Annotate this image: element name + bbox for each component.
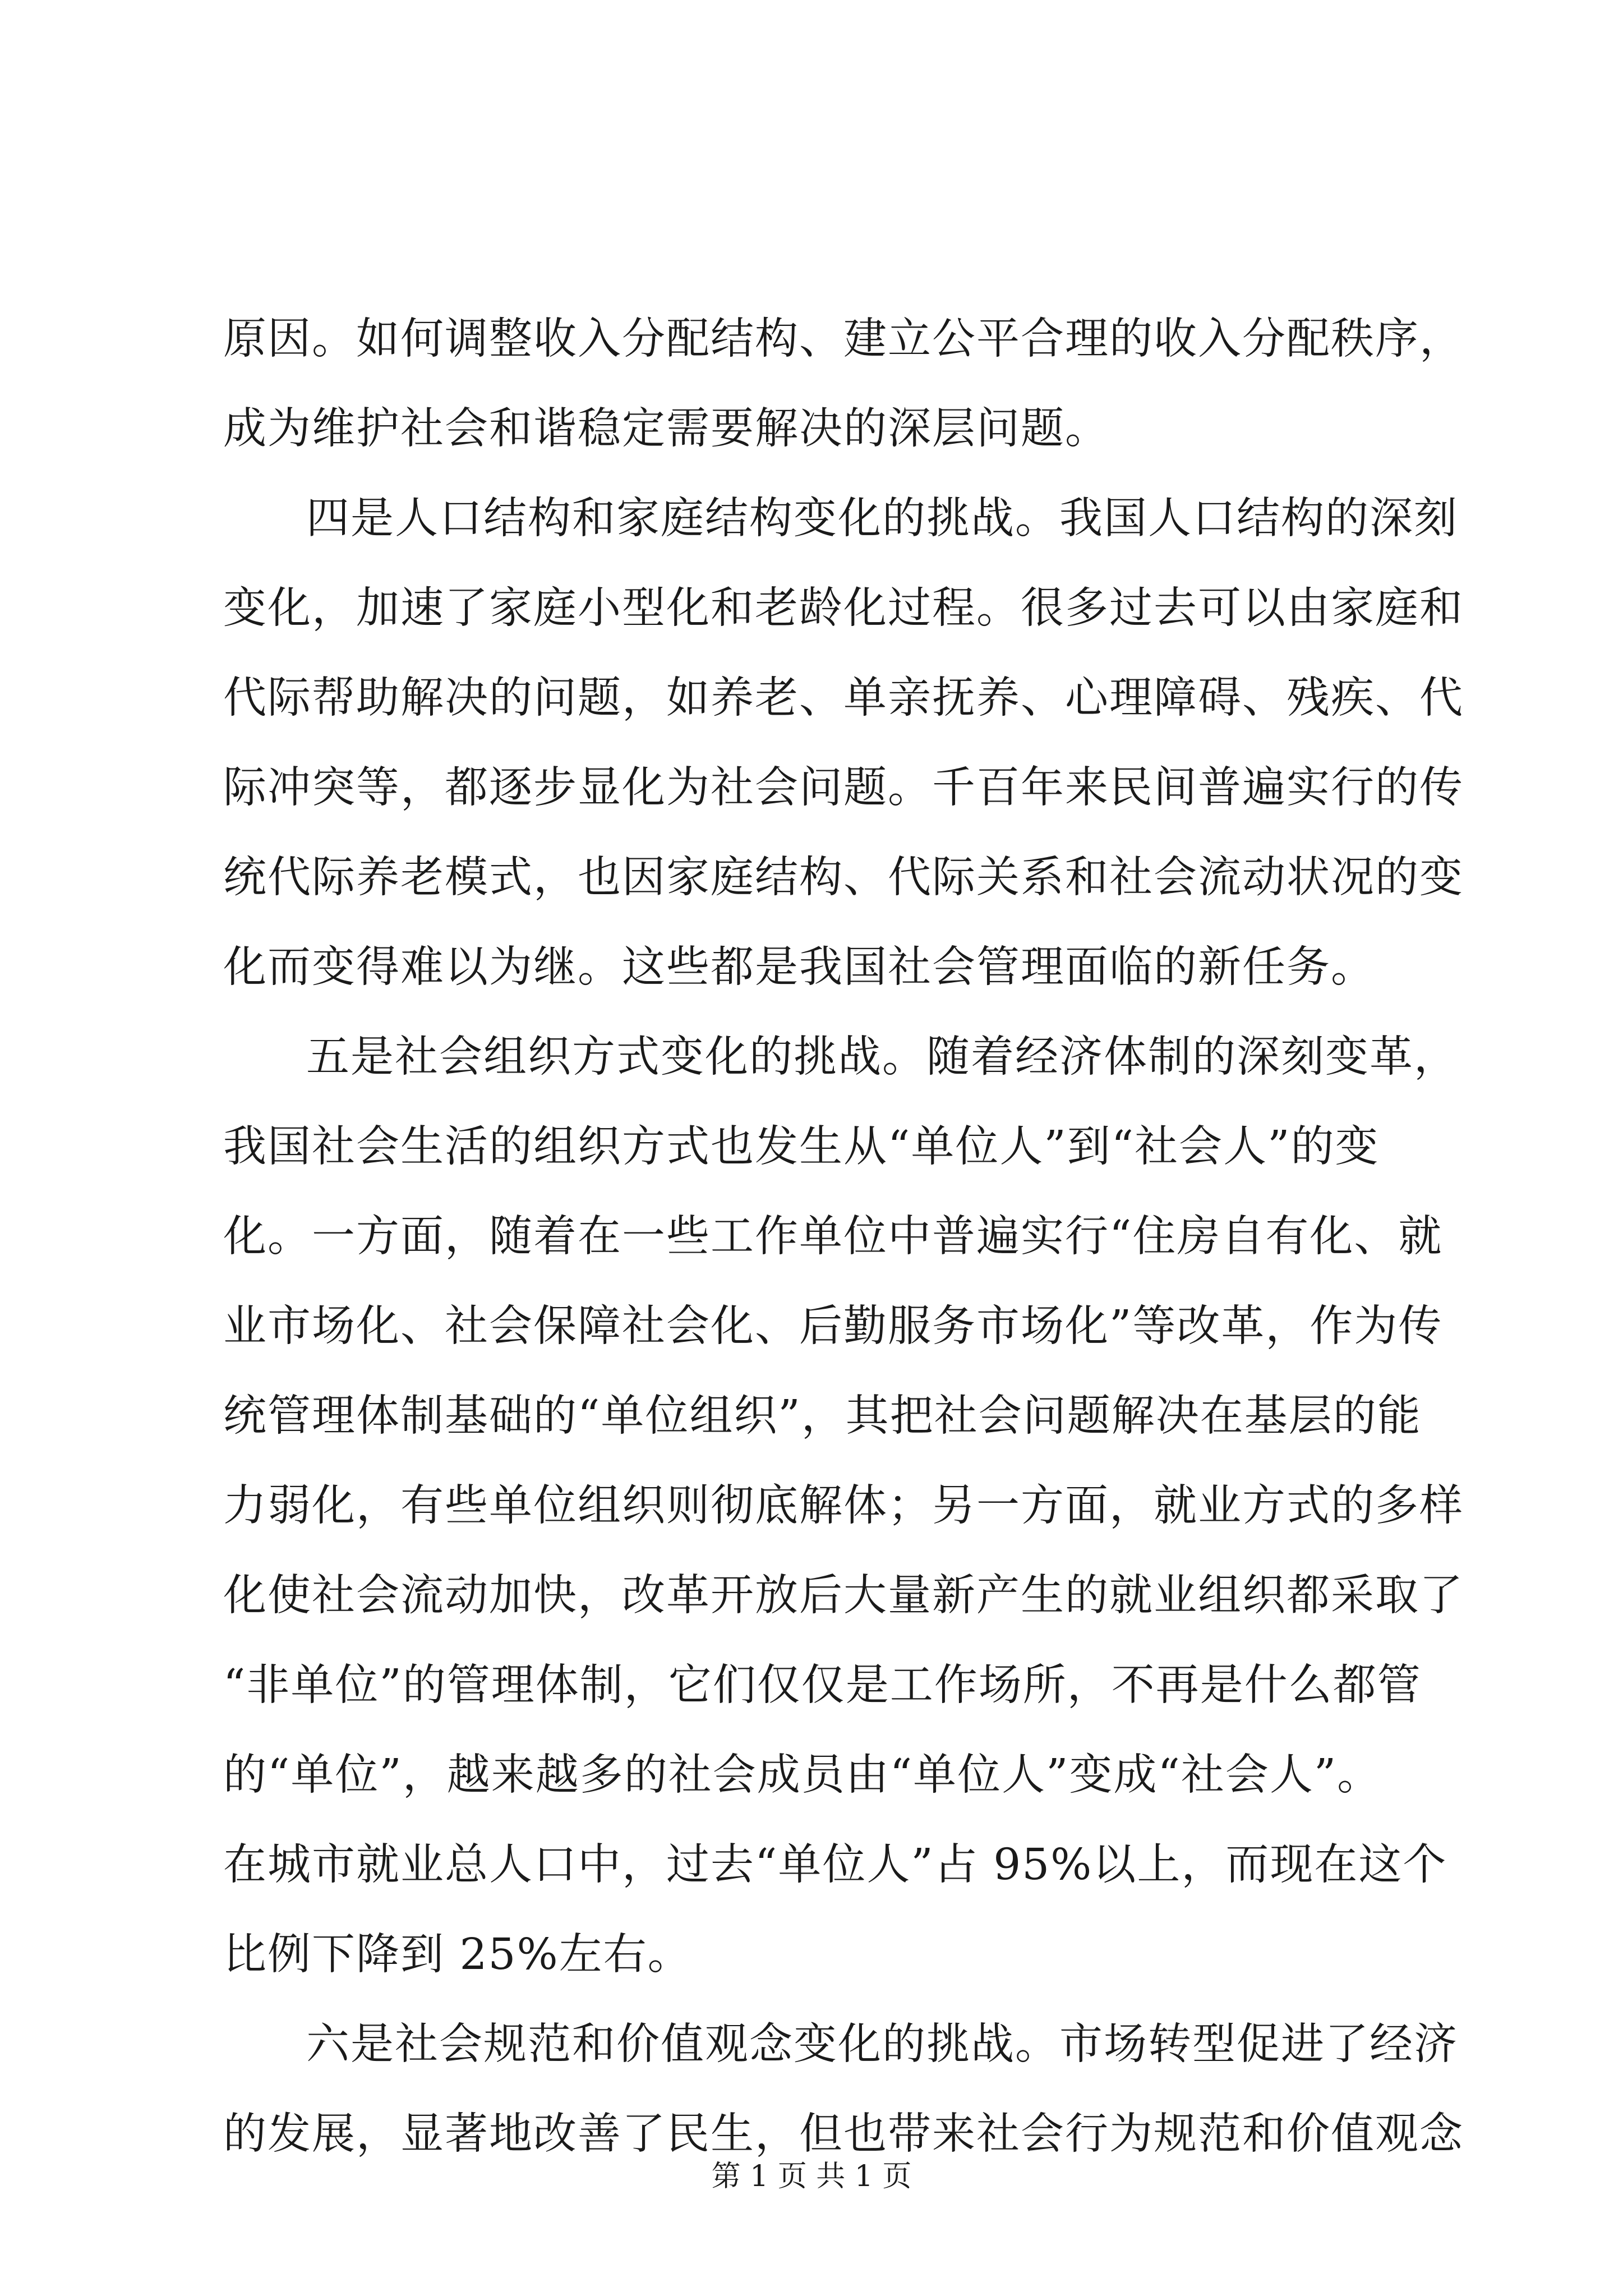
paragraph-start-line: 六是社会规范和价值观念变化的挑战。市场转型促进了经济 [306, 2019, 1458, 2069]
text-line: 我国社会生活的组织方式也发生从“单位人”到“社会人”的变 [223, 1122, 1380, 1172]
text-line: 化。一方面，随着在一些工作单位中普遍实行“住房自有化、就 [223, 1212, 1443, 1262]
text-line: 化使社会流动加快，改革开放后大量新产生的就业组织都采取了 [223, 1571, 1464, 1621]
text-line: 力弱化，有些单位组织则彻底解体；另一方面，就业方式的多样 [223, 1481, 1464, 1531]
page-number-footer: 第 1 页 共 1 页 [711, 2160, 912, 2193]
paragraph-start-line: 四是人口结构和家庭结构变化的挑战。我国人口结构的深刻 [306, 494, 1458, 544]
text-line: 在城市就业总人口中，过去“单位人”占 95%以上，而现在这个 [223, 1840, 1447, 1890]
text-line: 代际帮助解决的问题，如养老、单亲抚养、心理障碍、残疾、代 [223, 673, 1464, 723]
text-line: 统管理体制基础的“单位组织”，其把社会问题解决在基层的能 [223, 1391, 1422, 1441]
text-line: 变化，加速了家庭小型化和老龄化过程。很多过去可以由家庭和 [223, 583, 1464, 633]
text-line: 的发展，显著地改善了民生，但也带来社会行为规范和价值观念 [223, 2109, 1464, 2159]
text-line: “非单位”的管理体制，它们仅仅是工作场所，不再是什么都管 [223, 1660, 1422, 1710]
paragraph-start-line: 五是社会组织方式变化的挑战。随着经济体制的深刻变革， [306, 1032, 1458, 1082]
text-line: 统代际养老模式，也因家庭结构、代际关系和社会流动状况的变 [223, 853, 1464, 903]
text-line: 化而变得难以为继。这些都是我国社会管理面临的新任务。 [223, 942, 1375, 992]
text-line: 的“单位”，越来越多的社会成员由“单位人”变成“社会人”。 [223, 1750, 1382, 1800]
text-line: 际冲突等，都逐步显化为社会问题。千百年来民间普遍实行的传 [223, 763, 1464, 813]
text-line: 原因。如何调整收入分配结构、建立公平合理的收入分配秩序， [223, 314, 1464, 364]
text-line: 成为维护社会和谐稳定需要解决的深层问题。 [223, 404, 1109, 454]
text-line: 比例下降到 25%左右。 [223, 1930, 692, 1980]
text-line: 业市场化、社会保障社会化、后勤服务市场化”等改革，作为传 [223, 1301, 1443, 1351]
